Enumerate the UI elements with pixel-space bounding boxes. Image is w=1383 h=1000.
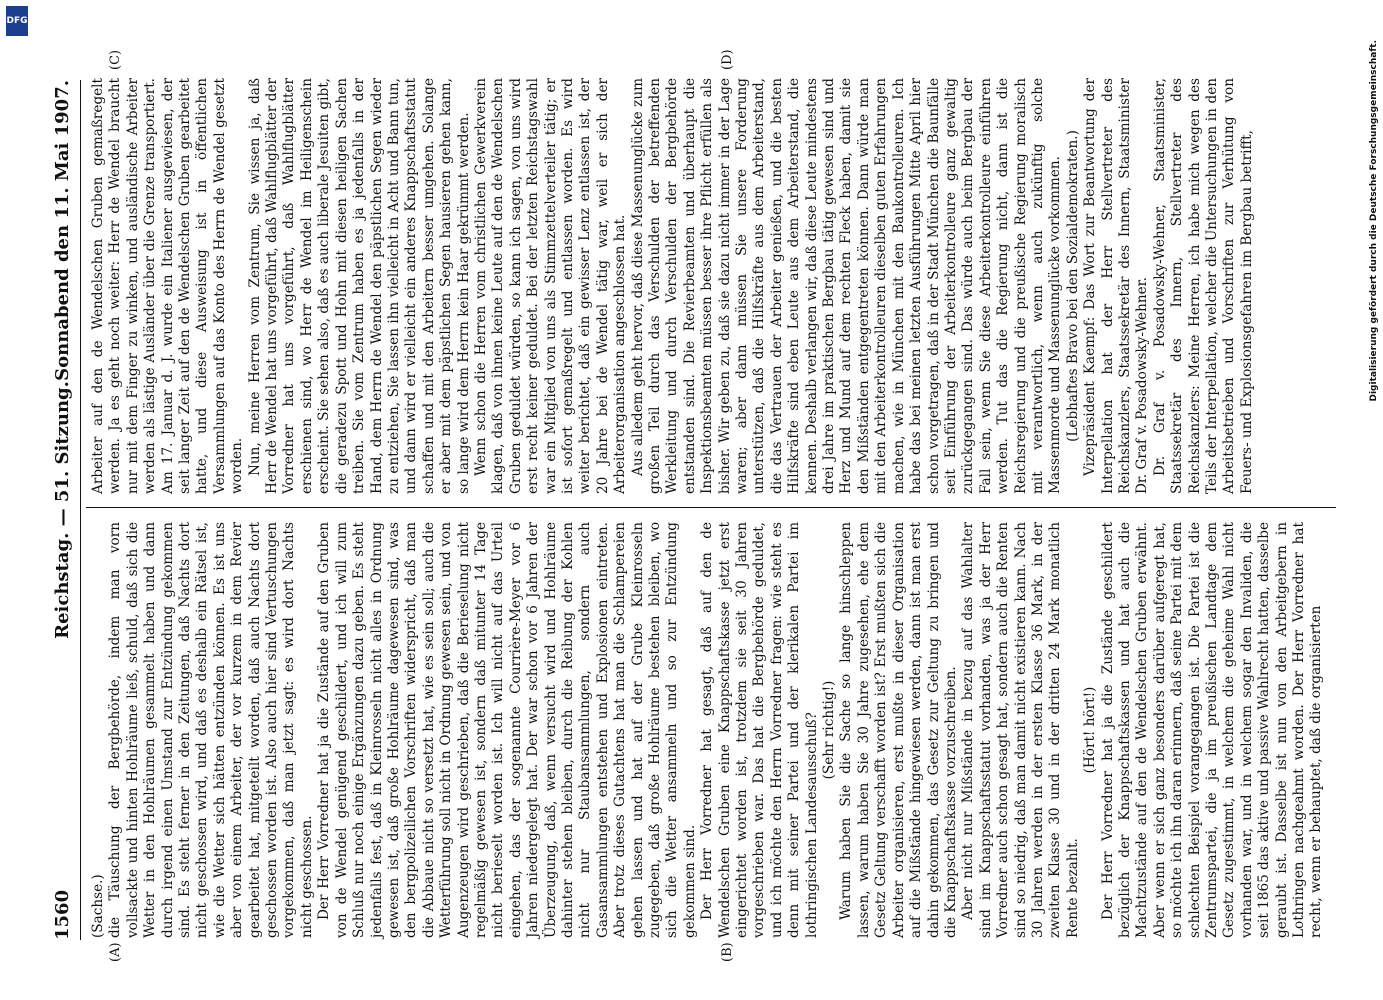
- paragraph: (Hört! hört!): [1082, 686, 1099, 774]
- page-number: 1560: [52, 889, 73, 940]
- paragraph: Wenn schon die Herren vom christlichen Gewerkverein klagen, daß von ihnen keine Leute auf den de Wendelschen Gruben geduldet würden, so kann ich sagen, von uns wird erst recht keiner geduldet. Bei der letzten Reichstagswahl war ein Mitglied von uns als Stimmzettelverteiler tätig; er ist sofort gemaßregelt und entlassen worden. Es wird weiter berichtet, daß ein gewisser Lenz entlassen ist, der 20 Jahre bei de Wendel tätig war, weil er sich der Arbeiterorganisation angeschlossen hat.: [472, 78, 629, 494]
- paragraph: Aus alledem geht hervor, daß diese Massenunglücke zum großen Teil durch das Verschulden der betreffenden Werkleitung und durch Verschulden der Bergbehörde entstanden sind. Die Revierbeamten und überhaupt die Inspektionsbeamten müssen besser ihre Pflicht erfüllen als bisher. Wir geben zu, daß sie dazu nicht immer in der Lage waren; aber dann müssen Sie unsere Forderung unterstützen, daß die Hilfskräfte aus dem Arbeiterstand, die das Vertrauen der Arbeiter genießen, und die besten Hilfskräfte sind eben Leute aus dem Arbeiterstand, die kennen. Deshalb verlangen wir, daß diese Leute mindestens drei Jahre im praktischen Bergbau tätig gewesen sind und Herz und Mund auf dem rechten Fleck haben, damit sie den Mißständen entgegentreten können. Dann würde man mit den Arbeiterkontrolleuren dieselben guten Erfahrungen machen, wie in München mit den Baukontrolleuren. Ich habe das bei meinen letzten Ausführungen Mitte April hier schon vorgetragen, daß in der Stadt München die Baunfälle seit Einführung der Arbeiterkontrolleure ganz gewaltig zurückgegangen sind. Das würde auch beim Bergbau der Fall sein, wenn Sie diese Arbeiterkontrolleure einführen werden. Tut das die Regierung nicht, dann ist die Reichsregierung und die preußische Regierung moralisch mit verantwortlich, wenn auch zukünftig solche Massenmorde und Massenunglücke vorkommen.: [629, 78, 1064, 494]
- margin-marker-b: (B): [720, 942, 735, 962]
- paragraph: Der Herr Vorredner hat ja die Zustände geschildert bezüglich der Knappschaftskassen und hat auch die Machtzustände auf den de Wendelschen Gruben erwähnt. Aber wenn er sich ganz besonders darüber aufgeregt hat, so möchte ich ihn daran erinnern, daß seine Partei mit dem schlechten Beispiel vorangegangen ist. Die Partei ist die Zentrumspartei, die ja im preußischen Landtage dem Gesetz zugestimmt, in welchem die geheime Wahl nicht vorhanden war, und in welchem sogar den Invaliden, die seit 1865 das aktive und passive Wahlrecht hatten, dasselbe geraubt ist. Dasselbe ist nun von den Arbeitgebern in Lothringen nachgeahmt worden. Der Herr Vorredner hat recht, wenn er behauptet, daß die organisierten: [1099, 522, 1325, 938]
- paragraph: Dr. Graf v. Posadowsky-Wehner, Staatsminister, Staatssekretär des Innern, Stellvertreter des Reichskanzlers: Meine Herren, ich habe mich wegen des Teils der Interpellation, welcher die Untersuchungen in den Arbeitsbetrieben und Vorschriften zur Verhütung von Feuers- und Explosionsgefahren im Bergbau betrifft,: [1151, 78, 1255, 494]
- page-header: [52, 80, 76, 940]
- dfg-logo: DFG: [6, 6, 28, 36]
- margin-marker-a: (A): [108, 942, 123, 962]
- header-rule: [80, 80, 81, 940]
- paragraph: (Sachse.): [90, 874, 106, 938]
- left-column: [90, 522, 1326, 938]
- session-date: Sonnabend den 11. Mai 1907.: [52, 80, 73, 381]
- column-divider: [86, 507, 1336, 508]
- right-column: [90, 78, 1256, 494]
- paragraph: Warum haben Sie die Sache so lange hinschleppen lassen, warum haben Sie 30 Jahre zugesehen, ehe dem Gesetz Geltung verschafft worden ist? Erst mußten sich die Arbeiter organisieren, erst mußte in dieser Organisation auf die Mißstände hingewiesen werden, dann ist man erst dahin gekommen, das Gesetz zur Geltung zu bringen und die Knappschaftskasse vorzuschreiben.: [838, 522, 959, 938]
- paragraph: Der Herr Vorredner hat gesagt, daß auf den de Wendelschen Gruben eine Knappschaftskasse jetzt erst eingerichtet worden ist, trotzdem sie seit 30 Jahren vorgeschrieben war. Das hat die Bergbehörde geduldet, und ich möchte den Herrn Vorredner fragen: wie steht es denn mit seiner Partei und der klerikalen Partei im lothringischen Landesausschuß?: [699, 522, 820, 938]
- margin-marker-c: (C): [108, 49, 123, 70]
- digitization-credit: Digitalisierung gefördert durch die Deutsche Forschungsgemeinschaft.: [1369, 40, 1379, 402]
- paragraph: Aber nicht nur Mißstände in bezug auf das Wahlalter sind im Knappschaftsstatut vorhanden, was ja der Herr Vorredner auch schon gesagt hat, sondern auch die Renten sind so niedrig, daß man damit nicht existieren kann. Nach 30 Jahren werden in der ersten Klasse 36 Mark, in der zweiten Klasse 30 und in der dritten 24 Mark monatlich Rente bezahlt.: [960, 522, 1081, 938]
- paragraph: (Lebhaftes Bravo bei den Sozialdemokraten.): [1064, 130, 1081, 442]
- running-title: Reichstag. — 51. Sitzung.: [52, 381, 73, 639]
- paragraph: die Täuschung der Bergbehörde, indem man vorn vollsackte und hinten Hohlräume ließ, schuld, daß sich die Wetter in den Hohlräumen gesammelt haben und dann durch irgend einen Umstand zur Entzündung gekommen sind. Es steht ferner in den Zeitungen, daß Nachts dort nicht geschossen wird, und daß es deshalb ein Rätsel ist, wie die Wetter sich hätten entzünden können. Es ist uns aber von einem Arbeiter, der vor kurzem in dem Revier gearbeitet hat, mitgeteilt worden, daß auch Nachts dort geschossen worden ist. Also auch hier sind Vertuschungen vorgekommen, daß man jetzt sagt: es wird dort Nachts nicht geschossen.: [107, 522, 315, 938]
- paragraph: (Sehr richtig!): [821, 680, 838, 780]
- paragraph: Der Herr Vorredner hat ja die Zustände auf den Gruben von de Wendel genügend geschildert, und ich will zum Schluß nur noch einige Ergänzungen dazu geben. Es steht jedenfalls fest, daß in Kleinrosseln nicht alles in Ordnung gewesen ist, daß große Hohlräume dagewesen sind, was den bergpolizeilichen Vorschriften widerspricht, daß man die Abbaue nicht so versetzt hat, wie es sein soll; auch die Wetterführung soll nicht in Ordnung gewesen sein, und von Augenzeugen wird geschrieben, daß die Berieselung nicht regelmäßig gewesen ist, sondern daß mitunter 14 Tage nicht berieselt worden ist. Ich will nicht auf das Urteil eingehen, das der sogenannte Courrière-Meyer vor 6 Jahren niedergelegt hat. Der war schon vor 6 Jahren der Überzeugung, daß, wenn versucht wird und Hohlräume dahinter stehen bleiben, durch die Reibung der Kohlen nicht nur Staubansammlungen, sondern auch Gasansammlungen entstehen und Explosionen eintreten. Aber trotz dieses Gutachtens hat man die Schlampereien gehen lassen und hat auf der Grube Kleinrosseln zugegeben, daß große Hohlräume bestehen bleiben, wo sich die Wetter ansammeln und so zur Entzündung gekommen sind.: [316, 522, 698, 938]
- paragraph: Nun, meine Herren vom Zentrum, Sie wissen ja, daß Herr de Wendel hat uns vorgeführt, daß Wahlflugblätter der Vorredner hat uns vorgeführt, daß Wahlflugblätter erschienen sind, wo Herr de Wendel im Heiligenschein erscheint. Sie sehen also, daß es auch liberale Jesuiten gibt, die geradezu Spott und Hohn mit diesen heiligen Sachen treiben. Sie vom Zentrum haben es ja jedenfalls in der Hand, dem Herrn de Wendel den päpstlichen Segen wieder zu entziehen, Sie lassen ihn vielleicht in Acht und Bann tun, und dann wird er vielleicht ein anderes Knappschaftsstatut schaffen und mit den Arbeitern besser umgehen. Solange er aber mit dem päpstlichen Segen hausieren gehen kann, so lange wird dem Herrn kein Haar gekrümmt werden.: [246, 78, 472, 494]
- margin-marker-d: (D): [720, 49, 735, 70]
- paragraph: Vizepräsident Kaempf: Das Wort zur Beantwortung der Interpellation hat der Herr Stellvertreter des Reichskanzlers, Staatssekretär des Innern, Staatsminister Dr. Graf v. Posadowsky-Wehner.: [1082, 78, 1151, 494]
- paragraph: Arbeiter auf den de Wendelschen Gruben gemaßregelt werden. Ja es geht noch weiter: Herr de Wendel braucht nur mit dem Finger zu winken, und ausländische Arbeiter werden als lästige Ausländer über die Grenze transportiert. Am 17. Januar d. J. wurde ein Italiener ausgewiesen, der seit langer Zeit auf den de Wendelschen Gruben gearbeitet hatte, und diese Ausweisung ist in öffentlichen Versammlungen auf das Konto des Herrn de Wendel gesetzt worden.: [90, 78, 246, 494]
